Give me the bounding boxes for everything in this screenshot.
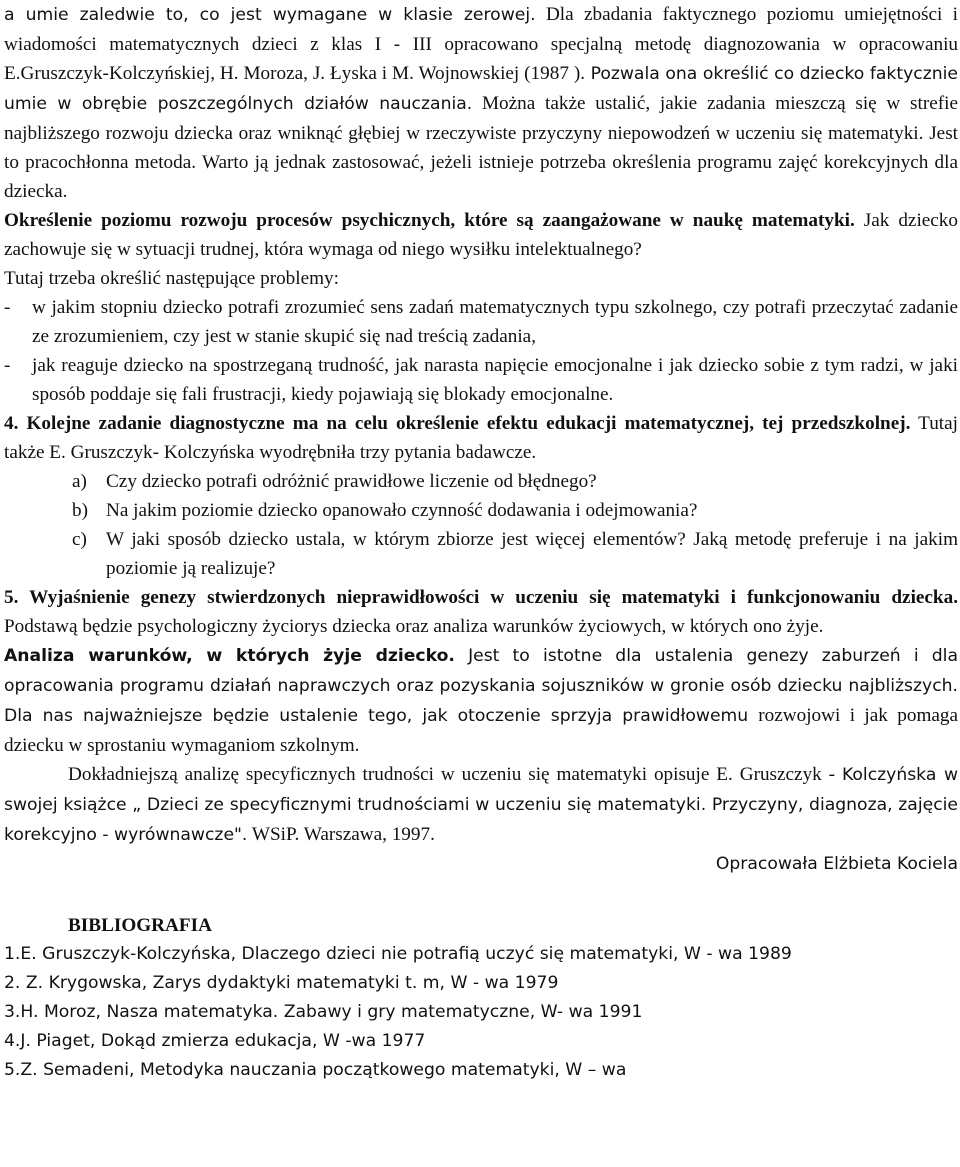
intro-text-3: Pozwala ona określić co dziecko faktycznie umie w obrębie poszczególnych działów nauczania. bbox=[4, 64, 958, 114]
intro-text-1: a umie zaledwie to, co jest wymagane w klasie zerowej. bbox=[4, 5, 536, 25]
section4-text: Tutaj także E. Gruszczyk- Kolczyńska wyodrębniła trzy pytania badawcze. bbox=[4, 413, 958, 463]
bibliography-item: 5.Z. Semadeni, Metodyka nauczania początkowego matematyki, W – wa bbox=[4, 1060, 627, 1080]
bibliography-item: 3.H. Moroz, Nasza matematyka. Zabawy i gry matematyczne, W- wa 1991 bbox=[4, 1002, 643, 1022]
closing-paragraph bbox=[4, 760, 958, 850]
question-list bbox=[4, 467, 958, 583]
list-marker: a) bbox=[72, 471, 87, 492]
section5-heading: 5. Wyjaśnienie genezy stwierdzonych nieprawidłowości w uczeniu się matematyki i funkcjonowaniu dziecka. bbox=[4, 587, 958, 608]
list-marker: c) bbox=[72, 529, 87, 550]
analysis-text-1: Jest to istotne dla ustalenia genezy zaburzeń i dla opracowania programu działań naprawczych oraz pozyskania sojuszników w gronie osób dziecku najbliższych. Dla nas najważniejsze będzie ustalenie tego, jak otoczenie sprzyja prawidłowemu bbox=[4, 646, 958, 726]
intro-text-2: Dla zbadania faktycznego poziomu umiejętności i wiadomości matematycznych dzieci z klas I - III opracowano specjalną metodę diagnozowania w opracowaniu E.Gruszczyk-Kolczyńskiej, H. Moroza, J. Łyska i M. Wojnowskiej (1987 ). bbox=[4, 4, 958, 84]
signature: Opracowała Elżbieta Kociela bbox=[715, 854, 958, 874]
list-item-text: jak reaguje dziecko na spostrzeganą trudność, jak narasta napięcie emocjonalne i jak dziecko sobie z tym radzi, w jaki sposób poddaje się fali frustracji, kiedy pojawiają się blokady emocjonalne. bbox=[32, 355, 958, 405]
closing-text-3: WSiP. Warszawa, 1997. bbox=[247, 824, 435, 845]
bibliography-title: BIBLIOGRAFIA bbox=[68, 915, 212, 936]
list-marker: - bbox=[4, 297, 11, 318]
analysis-paragraph bbox=[4, 641, 958, 760]
list-item-text: w jakim stopniu dziecko potrafi zrozumieć sens zadań matematycznych typu szkolnego, czy potrafi przeczytać zadanie ze zrozumieniem, czy jest w stanie skupić się nad treścią zadania, bbox=[32, 297, 958, 347]
list-marker: b) bbox=[72, 500, 88, 521]
section3-heading: Określenie poziomu rozwoju procesów psychicznych, które są zaangażowane w naukę matematyki. bbox=[4, 210, 855, 231]
section3-text: Jak dziecko zachowuje się w sytuacji trudnej, która wymaga od niego wysiłku intelektualnego? bbox=[4, 210, 958, 260]
section5-text: Podstawą będzie psychologiczny życiorys dziecka oraz analiza warunków życiowych, w których ono żyje. bbox=[4, 616, 824, 637]
bibliography-item: 4.J. Piaget, Dokąd zmierza edukacja, W -wa 1977 bbox=[4, 1031, 426, 1051]
list-item bbox=[4, 467, 958, 496]
list-item-text: Na jakim poziomie dziecko opanowało czynność dodawania i odejmowania? bbox=[106, 500, 698, 521]
intro-text-4: Można także ustalić, jakie zadania mieszczą się w strefie najbliższego rozwoju dziecka oraz wniknąć głębiej w rzeczywiste przyczyny niepowodzeń w uczeniu się matematyki. Jest to pracochłonna metoda. Warto ją jednak zastosować, jeżeli istnieje potrzeba określenia programu zajęć korekcyjnych dla dziecka. bbox=[4, 93, 958, 202]
list-item bbox=[4, 525, 958, 583]
dash-list bbox=[4, 293, 958, 409]
paragraph-intro bbox=[4, 0, 958, 206]
analysis-text-2: rozwojowi i jak pomaga dziecku w sprostaniu wymaganiom szkolnym. bbox=[4, 705, 958, 756]
bibliography-list bbox=[4, 940, 958, 1085]
section4-paragraph bbox=[4, 409, 958, 467]
spacer bbox=[4, 879, 958, 911]
bibliography-item: 1.E. Gruszczyk-Kolczyńska, Dlaczego dzieci nie potrafią uczyć się matematyki, W - wa 1989 bbox=[4, 944, 792, 964]
section5-paragraph bbox=[4, 583, 958, 641]
section4-heading: 4. Kolejne zadanie diagnostyczne ma na celu określenie efektu edukacji matematycznej, tej przedszkolnej. bbox=[4, 413, 911, 434]
list-item-text: Czy dziecko potrafi odróżnić prawidłowe liczenie od błędnego? bbox=[106, 471, 597, 492]
list-item bbox=[4, 351, 958, 409]
list-item-text: W jaki sposób dziecko ustala, w którym zbiorze jest więcej elementów? Jaką metodę preferuje i na jakim poziomie ją realizuje? bbox=[106, 529, 958, 579]
section3-paragraph bbox=[4, 206, 958, 264]
list-item bbox=[4, 496, 958, 525]
closing-text-1: Dokładniejszą analizę specyficznych trudności w uczeniu się matematyki opisuje E. Gruszczyk - bbox=[68, 764, 842, 785]
bibliography-item: 2. Z. Krygowska, Zarys dydaktyki matematyki t. m, W - wa 1979 bbox=[4, 973, 559, 993]
list-item bbox=[4, 293, 958, 351]
list-marker: - bbox=[4, 355, 11, 376]
analysis-heading: Analiza warunków, w których żyje dziecko. bbox=[4, 646, 455, 666]
section3-intro: Tutaj trzeba określić następujące problemy: bbox=[4, 268, 339, 289]
closing-text-2: Kolczyńska w swojej książce „ Dzieci ze specyficznymi trudnościami w uczeniu się matematyki. Przyczyny, diagnoza, zajęcie korekcyjno - wyrównawcze". bbox=[4, 765, 959, 845]
